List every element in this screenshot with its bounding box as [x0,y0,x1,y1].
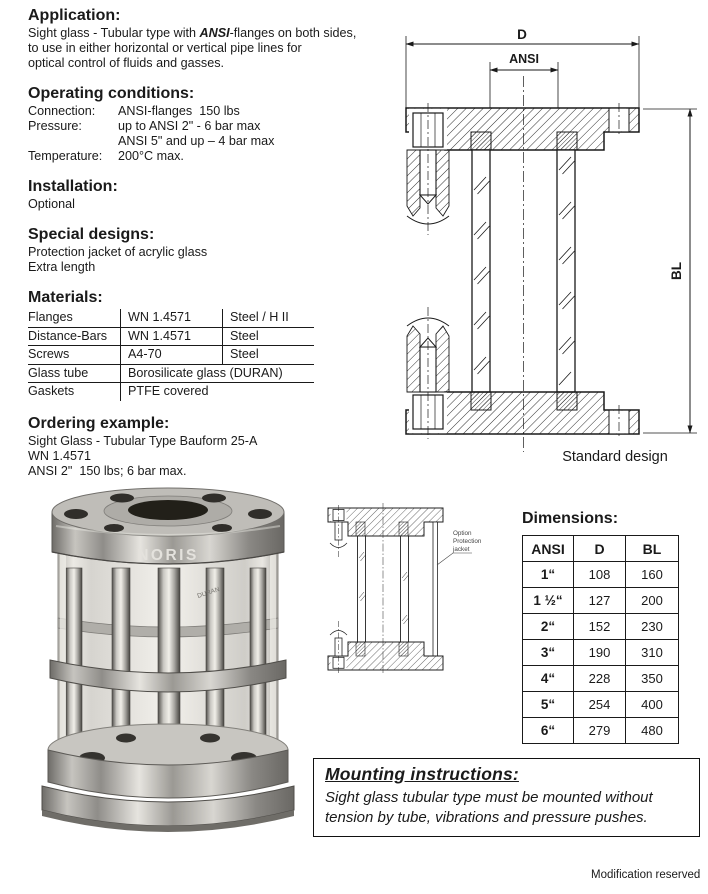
operating-label: Temperature: [28,149,103,163]
table-row [28,346,314,365]
material-kind: Steel / H II [223,309,315,327]
cell-bl: 200 [626,588,679,614]
mounting-instructions-box [313,758,700,837]
operating-value: 200°C max. [118,149,184,163]
operating-value: ANSI 5" and up – 4 bar max [118,134,275,148]
material-spec: PTFE covered [128,384,209,398]
section-ordering-example [28,414,380,479]
dimensions-table [522,535,679,744]
cell-d: 279 [574,718,626,744]
option-label-line2: Protection [453,538,482,545]
cell-d: 127 [574,588,626,614]
column-header-bl: BL [626,536,679,562]
material-kind: Steel [223,327,315,346]
option-label-line1: Option [453,530,472,537]
installation-body: Optional [28,197,75,211]
cell-d: 254 [574,692,626,718]
table-row [28,327,314,346]
option-jacket-callout [437,530,482,565]
dimensions-heading: Dimensions: [522,510,619,527]
material-name: Screws [28,346,121,365]
section-dimensions [522,510,687,744]
operating-heading: Operating conditions: [28,85,195,102]
operating-label: Connection: [28,104,96,118]
cell-ansi: 2“ [523,614,574,640]
material-name: Distance-Bars [28,327,121,346]
cell-ansi: 1“ [523,562,574,588]
table-row [523,692,679,718]
operating-label: Pressure: [28,119,82,133]
table-row [523,666,679,692]
cell-bl: 480 [626,718,679,744]
cell-ansi: 4“ [523,666,574,692]
dimension-d-label: D [517,27,527,42]
application-line1 [28,26,380,41]
special-designs-heading: Special designs: [28,226,155,243]
brand-label: NORIS [137,547,199,564]
special-designs-line1: Protection jacket of acrylic glass [28,245,208,259]
section-operating-conditions [28,84,380,164]
cell-ansi: 6“ [523,718,574,744]
bottom-flange [42,724,294,832]
dimension-ansi-label: ANSI [509,52,539,66]
cell-ansi: 3“ [523,640,574,666]
table-row [523,562,679,588]
application-line2: to use in either horizontal or vertical pipe lines for [28,41,302,55]
top-flange [52,488,284,564]
operating-row [28,134,380,149]
section-special-designs [28,225,380,275]
mounting-line2: tension by tube, vibrations and pressure pushes. [325,808,648,826]
ordering-line3: ANSI 2" 150 lbs; 6 bar max. [28,463,187,478]
table-row [28,364,314,383]
application-line1-pre: Sight glass - Tubular type with [28,26,200,40]
cell-bl: 310 [626,640,679,666]
table-row [523,640,679,666]
operating-row [28,119,380,134]
table-row [28,383,314,401]
ordering-line2: WN 1.4571 [28,448,91,463]
cell-bl: 160 [626,562,679,588]
modification-note: Modification reserved [591,869,701,881]
column-header-d: D [574,536,626,562]
operating-value: up to ANSI 2" - 6 bar max [118,119,261,133]
operating-row [28,149,380,164]
operating-label [28,134,118,149]
material-spec: WN 1.4571 [121,309,223,327]
cell-bl: 400 [626,692,679,718]
option-protection-jacket-drawing [320,503,510,678]
glass-highlight-left [60,554,66,740]
material-spec: A4-70 [121,346,223,365]
mounting-line1: Sight glass tubular type must be mounted without [325,789,653,806]
operating-value: ANSI-flanges 150 lbs [118,104,240,118]
standard-design-drawing [393,20,705,465]
table-row [523,614,679,640]
cell-bl: 350 [626,666,679,692]
cell-ansi: 1 ½“ [523,588,574,614]
section-application [28,6,380,71]
standard-design-caption: Standard design [562,449,668,465]
glass-marking: DURAN [196,586,221,600]
table-row [523,588,679,614]
material-name: Glass tube [28,364,121,383]
option-drawing-body [328,503,443,675]
material-spec: Borosilicate glass (DURAN) [121,364,315,383]
section-materials [28,288,380,401]
application-heading: Application: [28,7,121,24]
installation-heading: Installation: [28,178,118,195]
bottom-bolt [407,307,449,439]
material-name: Flanges [28,309,121,327]
text-column [28,6,380,492]
mounting-heading: Mounting instructions: [325,764,519,784]
materials-table [28,309,314,401]
ordering-line1: Sight Glass - Tubular Type Bauform 25-A [28,433,258,448]
application-line1-post: -flanges on both sides, [229,26,357,40]
cell-d: 108 [574,562,626,588]
application-line3: optical control of fluids and gasses. [28,56,225,70]
material-kind: Steel [223,346,315,365]
glass-highlight-right [270,554,276,740]
column-header-ansi: ANSI [523,536,574,562]
table-header-row [523,536,679,562]
dimension-bl-label: BL [669,262,684,280]
materials-heading: Materials: [28,289,103,306]
operating-row [28,104,380,119]
special-designs-line2: Extra length [28,260,96,274]
table-row [523,718,679,744]
product-photo [22,480,314,880]
cell-d: 190 [574,640,626,666]
material-name: Gaskets [28,383,121,401]
section-installation [28,177,380,212]
top-bolt [407,103,449,235]
dimension-ansi [490,52,558,108]
ordering-heading: Ordering example: [28,414,170,432]
table-row [28,309,314,327]
dimension-d [406,27,639,110]
cell-ansi: 5“ [523,692,574,718]
cell-d: 152 [574,614,626,640]
cell-bl: 230 [626,614,679,640]
application-line1-emph: ANSI [199,26,230,40]
option-label-line3: jacket [453,546,470,553]
material-spec: WN 1.4571 [121,327,223,346]
cell-d: 228 [574,666,626,692]
dimension-bl [643,109,697,433]
